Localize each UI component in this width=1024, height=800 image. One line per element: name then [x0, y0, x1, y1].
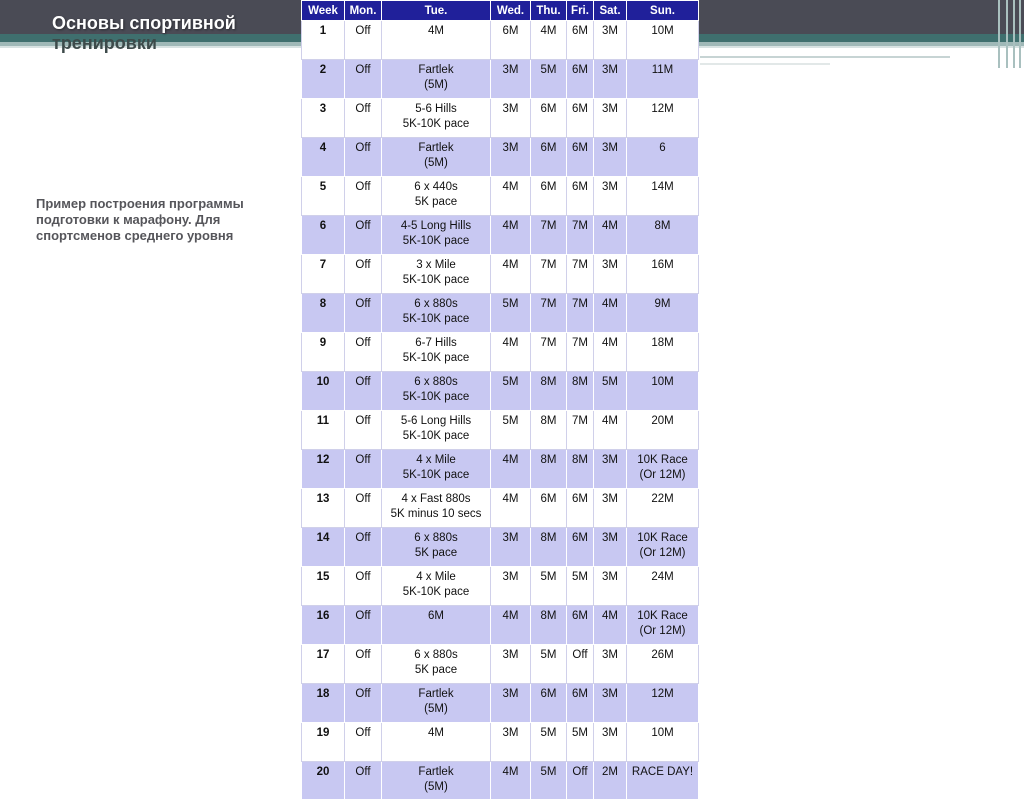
cell-sun-line: 12M — [651, 103, 674, 115]
cell-sat: 4M — [594, 294, 627, 333]
table-body — [302, 21, 699, 800]
cell-week: 18 — [302, 684, 345, 723]
cell-thu: 8M — [531, 528, 567, 567]
cell-sun-line: 20M — [651, 415, 674, 427]
cell-sun — [627, 762, 699, 800]
training-plan-table — [301, 0, 699, 800]
cell-tue-line: (5M) — [424, 79, 448, 91]
cell-tue — [382, 21, 491, 60]
cell-tue-line: 5K pace — [414, 196, 458, 208]
cell-thu: 5M — [531, 723, 567, 762]
header-fri: Fri. — [567, 1, 594, 21]
cell-mon: Off — [345, 567, 382, 606]
cell-sun-line: 18M — [651, 337, 674, 349]
cell-wed: 4M — [491, 216, 531, 255]
cell-fri: 8M — [567, 450, 594, 489]
cell-sun-line: 9M — [654, 298, 671, 310]
cell-wed: 3M — [491, 99, 531, 138]
cell-fri: 7M — [567, 294, 594, 333]
cell-tue-line: 5K pace — [414, 547, 458, 559]
cell-sat: 3M — [594, 255, 627, 294]
table-row — [302, 528, 699, 567]
cell-wed: 4M — [491, 333, 531, 372]
cell-wed: 5M — [491, 294, 531, 333]
cell-wed: 6M — [491, 21, 531, 60]
table-row — [302, 450, 699, 489]
cell-tue — [382, 567, 491, 606]
cell-tue-line: 5K-10K pace — [402, 235, 470, 247]
cell-tue-line: 6 x 440s — [414, 181, 458, 193]
cell-thu: 8M — [531, 606, 567, 645]
cell-sun — [627, 567, 699, 606]
cell-sun — [627, 723, 699, 762]
cell-week: 6 — [302, 216, 345, 255]
cell-wed: 4M — [491, 450, 531, 489]
cell-tue — [382, 255, 491, 294]
cell-week: 13 — [302, 489, 345, 528]
cell-wed: 3M — [491, 60, 531, 99]
cell-sun — [627, 333, 699, 372]
cell-thu: 6M — [531, 177, 567, 216]
cell-thu: 7M — [531, 294, 567, 333]
cell-wed: 5M — [491, 372, 531, 411]
cell-wed: 4M — [491, 255, 531, 294]
cell-sat: 3M — [594, 684, 627, 723]
header-thu: Thu. — [531, 1, 567, 21]
cell-fri: 6M — [567, 138, 594, 177]
cell-week: 19 — [302, 723, 345, 762]
cell-fri: 6M — [567, 606, 594, 645]
table-row — [302, 684, 699, 723]
header-mon: Mon. — [345, 1, 382, 21]
table-header-row — [302, 1, 699, 21]
header-vertical-line — [1006, 0, 1008, 68]
table-row — [302, 177, 699, 216]
header-vertical-line — [998, 0, 1000, 68]
cell-mon: Off — [345, 489, 382, 528]
cell-fri: 7M — [567, 216, 594, 255]
cell-sat: 3M — [594, 528, 627, 567]
cell-wed: 4M — [491, 606, 531, 645]
cell-sun — [627, 645, 699, 684]
cell-tue-line: 6 x 880s — [414, 532, 458, 544]
cell-sun — [627, 489, 699, 528]
cell-tue — [382, 723, 491, 762]
cell-tue-line: 5K-10K pace — [402, 313, 470, 325]
cell-sun-line: 10K Race — [637, 454, 688, 466]
slide-title-line-2: тренировки — [52, 33, 157, 53]
cell-tue-line: (5M) — [424, 157, 448, 169]
cell-tue — [382, 333, 491, 372]
cell-wed: 4M — [491, 489, 531, 528]
cell-fri: Off — [567, 762, 594, 800]
cell-week: 10 — [302, 372, 345, 411]
cell-tue — [382, 216, 491, 255]
cell-tue — [382, 489, 491, 528]
cell-tue-line: 6M — [428, 610, 444, 622]
cell-tue-line: 5K-10K pace — [402, 586, 470, 598]
table-row — [302, 294, 699, 333]
cell-sat: 4M — [594, 333, 627, 372]
cell-thu: 8M — [531, 411, 567, 450]
cell-tue-line: 5K minus 10 secs — [390, 508, 482, 520]
cell-tue — [382, 99, 491, 138]
header-wed: Wed. — [491, 1, 531, 21]
cell-tue-line: 3 x Mile — [416, 259, 456, 271]
cell-sun-line: 10M — [651, 25, 674, 37]
cell-tue — [382, 372, 491, 411]
slide-title — [52, 13, 236, 53]
cell-tue-line: 5K-10K pace — [402, 391, 470, 403]
cell-mon: Off — [345, 60, 382, 99]
cell-week: 2 — [302, 60, 345, 99]
cell-thu: 5M — [531, 645, 567, 684]
table-row — [302, 333, 699, 372]
cell-sat: 3M — [594, 567, 627, 606]
cell-tue-line: 5K pace — [414, 664, 458, 676]
cell-mon: Off — [345, 606, 382, 645]
cell-thu: 6M — [531, 138, 567, 177]
cell-wed: 3M — [491, 138, 531, 177]
cell-tue-line: Fartlek — [418, 688, 454, 700]
slide-title-line-1: Основы спортивной — [52, 13, 236, 33]
cell-sun-line: 10K Race — [637, 532, 688, 544]
cell-sat: 3M — [594, 645, 627, 684]
header-vertical-line — [1019, 0, 1021, 68]
cell-wed: 3M — [491, 567, 531, 606]
cell-sun-line: 22M — [651, 493, 674, 505]
cell-tue — [382, 684, 491, 723]
cell-sat: 3M — [594, 177, 627, 216]
cell-week: 14 — [302, 528, 345, 567]
cell-tue-line: 4M — [428, 727, 444, 739]
cell-tue-line: 4 x Fast 880s — [401, 493, 471, 505]
cell-sun — [627, 411, 699, 450]
cell-tue — [382, 138, 491, 177]
cell-wed: 3M — [491, 645, 531, 684]
cell-tue-line: 5K-10K pace — [402, 352, 470, 364]
cell-sun — [627, 450, 699, 489]
cell-fri: 6M — [567, 489, 594, 528]
cell-sun-line: (Or 12M) — [639, 547, 686, 559]
cell-sun — [627, 606, 699, 645]
cell-mon: Off — [345, 21, 382, 60]
cell-thu: 7M — [531, 333, 567, 372]
cell-week: 20 — [302, 762, 345, 800]
cell-tue-line: 4-5 Long Hills — [400, 220, 472, 232]
cell-tue-line: Fartlek — [418, 64, 454, 76]
cell-sun-line: 16M — [651, 259, 674, 271]
cell-sun-line: 26M — [651, 649, 674, 661]
header-accent-line-short — [700, 63, 830, 65]
cell-tue-line: 6 x 880s — [414, 376, 458, 388]
cell-tue-line: (5M) — [424, 703, 448, 715]
cell-thu: 8M — [531, 450, 567, 489]
cell-wed: 4M — [491, 177, 531, 216]
cell-tue-line: 5K-10K pace — [402, 118, 470, 130]
cell-week: 12 — [302, 450, 345, 489]
cell-thu: 7M — [531, 255, 567, 294]
cell-thu: 5M — [531, 567, 567, 606]
cell-sun-line: 6 — [659, 142, 666, 154]
cell-sun-line: 10K Race — [637, 610, 688, 622]
cell-tue-line: 4M — [428, 25, 444, 37]
table-row — [302, 411, 699, 450]
cell-week: 7 — [302, 255, 345, 294]
cell-tue — [382, 645, 491, 684]
cell-sat: 3M — [594, 21, 627, 60]
cell-mon: Off — [345, 450, 382, 489]
cell-sat: 2M — [594, 762, 627, 800]
cell-sat: 3M — [594, 450, 627, 489]
cell-fri: 8M — [567, 372, 594, 411]
cell-tue — [382, 606, 491, 645]
cell-thu: 6M — [531, 99, 567, 138]
cell-sun-line: RACE DAY! — [631, 766, 694, 778]
header-accent-line — [700, 56, 950, 58]
cell-fri: 7M — [567, 333, 594, 372]
table-row — [302, 645, 699, 684]
cell-week: 3 — [302, 99, 345, 138]
cell-tue-line: (5M) — [424, 781, 448, 793]
cell-tue-line: 4 x Mile — [416, 454, 456, 466]
cell-mon: Off — [345, 216, 382, 255]
cell-week: 5 — [302, 177, 345, 216]
cell-thu: 8M — [531, 372, 567, 411]
cell-week: 15 — [302, 567, 345, 606]
cell-tue-line: 5-6 Hills — [415, 103, 457, 115]
cell-sun — [627, 372, 699, 411]
table-row — [302, 489, 699, 528]
cell-tue-line: Fartlek — [418, 142, 454, 154]
cell-sat: 3M — [594, 489, 627, 528]
cell-thu: 5M — [531, 60, 567, 99]
cell-sun-line: 10M — [651, 376, 674, 388]
cell-thu: 7M — [531, 216, 567, 255]
cell-tue-line: 5K-10K pace — [402, 430, 470, 442]
cell-week: 17 — [302, 645, 345, 684]
cell-sun — [627, 177, 699, 216]
cell-week: 16 — [302, 606, 345, 645]
cell-mon: Off — [345, 762, 382, 800]
cell-week: 1 — [302, 21, 345, 60]
cell-fri: 6M — [567, 684, 594, 723]
header-sun: Sun. — [627, 1, 699, 21]
table-row — [302, 60, 699, 99]
cell-sun-line: (Or 12M) — [639, 625, 686, 637]
cell-mon: Off — [345, 723, 382, 762]
header-sat: Sat. — [594, 1, 627, 21]
cell-wed: 3M — [491, 528, 531, 567]
cell-sun-line: (Or 12M) — [639, 469, 686, 481]
cell-mon: Off — [345, 177, 382, 216]
table-row — [302, 138, 699, 177]
cell-sun — [627, 60, 699, 99]
cell-fri: 5M — [567, 723, 594, 762]
cell-tue — [382, 177, 491, 216]
cell-sun-line: 24M — [651, 571, 674, 583]
cell-fri: Off — [567, 645, 594, 684]
cell-sat: 3M — [594, 138, 627, 177]
cell-tue-line: 6-7 Hills — [415, 337, 457, 349]
table-row — [302, 372, 699, 411]
cell-sun-line: 12M — [651, 688, 674, 700]
cell-fri: 6M — [567, 99, 594, 138]
cell-mon: Off — [345, 684, 382, 723]
cell-mon: Off — [345, 255, 382, 294]
cell-sun — [627, 294, 699, 333]
cell-mon: Off — [345, 138, 382, 177]
cell-sat: 4M — [594, 216, 627, 255]
cell-tue — [382, 528, 491, 567]
table-row — [302, 567, 699, 606]
cell-mon: Off — [345, 411, 382, 450]
cell-mon: Off — [345, 528, 382, 567]
cell-fri: 5M — [567, 567, 594, 606]
cell-tue-line: Fartlek — [418, 766, 454, 778]
cell-thu: 6M — [531, 684, 567, 723]
cell-mon: Off — [345, 294, 382, 333]
cell-fri: 6M — [567, 60, 594, 99]
cell-fri: 7M — [567, 255, 594, 294]
cell-sun-line: 14M — [651, 181, 674, 193]
cell-sun-line: 8M — [654, 220, 671, 232]
cell-sun — [627, 21, 699, 60]
cell-sun — [627, 216, 699, 255]
cell-week: 9 — [302, 333, 345, 372]
cell-fri: 7M — [567, 411, 594, 450]
cell-sat: 3M — [594, 99, 627, 138]
table-row — [302, 762, 699, 800]
header-tue: Tue. — [382, 1, 491, 21]
cell-wed: 4M — [491, 762, 531, 800]
cell-week: 4 — [302, 138, 345, 177]
cell-sat: 3M — [594, 723, 627, 762]
cell-sat: 3M — [594, 60, 627, 99]
cell-tue-line: 6 x 880s — [414, 298, 458, 310]
cell-mon: Off — [345, 99, 382, 138]
cell-sat: 4M — [594, 606, 627, 645]
cell-fri: 6M — [567, 21, 594, 60]
cell-wed: 3M — [491, 723, 531, 762]
cell-tue — [382, 762, 491, 800]
cell-fri: 6M — [567, 528, 594, 567]
cell-mon: Off — [345, 372, 382, 411]
cell-fri: 6M — [567, 177, 594, 216]
table-row — [302, 216, 699, 255]
cell-tue — [382, 411, 491, 450]
table-row — [302, 255, 699, 294]
cell-tue — [382, 294, 491, 333]
cell-thu: 6M — [531, 489, 567, 528]
slide-subtitle: Пример построения программы подготовки к марафону. Для спортсменов среднего уровня — [36, 196, 244, 243]
table-row — [302, 606, 699, 645]
cell-tue-line: 5K-10K pace — [402, 274, 470, 286]
cell-thu: 5M — [531, 762, 567, 800]
cell-sun — [627, 684, 699, 723]
cell-mon: Off — [345, 333, 382, 372]
table-row — [302, 21, 699, 60]
cell-mon: Off — [345, 645, 382, 684]
cell-sun-line: 11M — [651, 64, 674, 76]
cell-wed: 5M — [491, 411, 531, 450]
cell-tue — [382, 450, 491, 489]
table-row — [302, 99, 699, 138]
cell-week: 8 — [302, 294, 345, 333]
header-vertical-line — [1013, 0, 1015, 68]
table-row — [302, 723, 699, 762]
cell-tue — [382, 60, 491, 99]
cell-sun — [627, 255, 699, 294]
cell-thu: 4M — [531, 21, 567, 60]
cell-sun — [627, 528, 699, 567]
cell-sat: 4M — [594, 411, 627, 450]
cell-sun — [627, 138, 699, 177]
cell-sat: 5M — [594, 372, 627, 411]
cell-week: 11 — [302, 411, 345, 450]
cell-wed: 3M — [491, 684, 531, 723]
cell-sun-line: 10M — [651, 727, 674, 739]
cell-tue-line: 5-6 Long Hills — [400, 415, 472, 427]
cell-tue-line: 6 x 880s — [414, 649, 458, 661]
header-week: Week — [302, 1, 345, 21]
cell-tue-line: 4 x Mile — [416, 571, 456, 583]
cell-tue-line: 5K-10K pace — [402, 469, 470, 481]
cell-sun — [627, 99, 699, 138]
